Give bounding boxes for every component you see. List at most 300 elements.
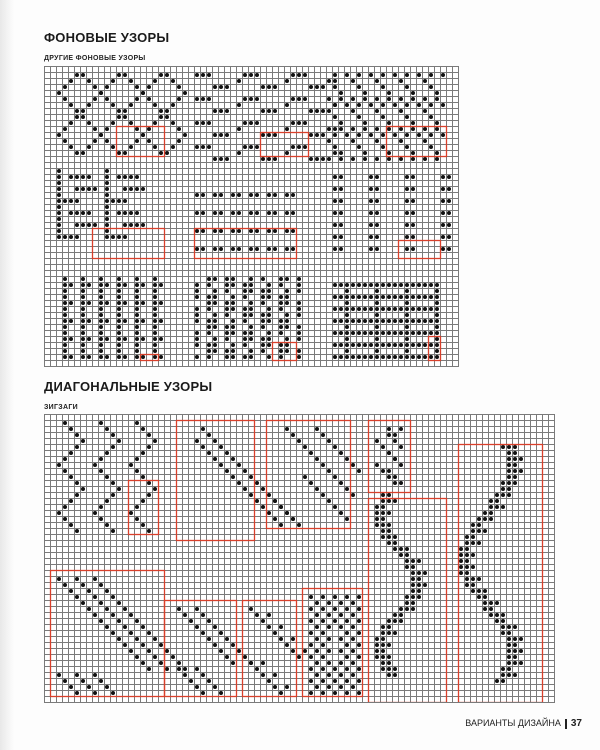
stitch-dot bbox=[153, 319, 157, 323]
stitch-dot bbox=[117, 349, 121, 353]
stitch-dot bbox=[387, 631, 391, 635]
stitch-dot bbox=[99, 301, 103, 305]
stitch-dot bbox=[327, 661, 331, 665]
stitch-dot bbox=[147, 493, 151, 497]
stitch-dot bbox=[249, 211, 253, 215]
stitch-dot bbox=[309, 157, 313, 161]
stitch-dot bbox=[99, 601, 103, 605]
stitch-dot bbox=[99, 421, 103, 425]
stitch-dot bbox=[99, 133, 103, 137]
stitch-dot bbox=[273, 211, 277, 215]
stitch-dot bbox=[477, 541, 481, 545]
stitch-dot bbox=[69, 235, 73, 239]
stitch-dot bbox=[441, 73, 445, 77]
stitch-dot bbox=[405, 307, 409, 311]
stitch-dot bbox=[411, 157, 415, 161]
stitch-dot bbox=[423, 583, 427, 587]
stitch-dot bbox=[57, 205, 61, 209]
stitch-dot bbox=[195, 319, 199, 323]
stitch-dot bbox=[105, 217, 109, 221]
stitch-dot bbox=[231, 661, 235, 665]
stitch-dot bbox=[57, 223, 61, 227]
stitch-dot bbox=[63, 469, 67, 473]
stitch-dot bbox=[105, 127, 109, 131]
stitch-dot bbox=[357, 85, 361, 89]
stitch-dot bbox=[87, 589, 91, 593]
stitch-dot bbox=[57, 217, 61, 221]
stitch-dot bbox=[405, 331, 409, 335]
stitch-dot bbox=[417, 331, 421, 335]
stitch-dot bbox=[147, 529, 151, 533]
stitch-dot bbox=[363, 121, 367, 125]
stitch-dot bbox=[471, 553, 475, 557]
stitch-dot bbox=[159, 115, 163, 119]
stitch-dot bbox=[405, 343, 409, 347]
stitch-dot bbox=[405, 337, 409, 341]
stitch-dot bbox=[381, 625, 385, 629]
stitch-dot bbox=[483, 589, 487, 593]
stitch-dot bbox=[357, 283, 361, 287]
stitch-dot bbox=[129, 121, 133, 125]
stitch-dot bbox=[405, 289, 409, 293]
stitch-dot bbox=[93, 511, 97, 515]
stitch-dot bbox=[207, 97, 211, 101]
stitch-dot bbox=[93, 463, 97, 467]
stitch-dot bbox=[219, 85, 223, 89]
stitch-dot bbox=[387, 673, 391, 677]
stitch-dot bbox=[225, 349, 229, 353]
stitch-dot bbox=[165, 109, 169, 113]
stitch-dot bbox=[315, 487, 319, 491]
stitch-dot bbox=[141, 643, 145, 647]
stitch-dot bbox=[345, 691, 349, 695]
stitch-dot bbox=[243, 145, 247, 149]
stitch-dot bbox=[267, 613, 271, 617]
stitch-dot bbox=[273, 193, 277, 197]
stitch-dot bbox=[393, 535, 397, 539]
stitch-dot bbox=[123, 235, 127, 239]
stitch-dot bbox=[303, 475, 307, 479]
stitch-dot bbox=[399, 295, 403, 299]
stitch-dot bbox=[201, 145, 205, 149]
stitch-dot bbox=[207, 301, 211, 305]
stitch-dot bbox=[225, 301, 229, 305]
stitch-dot bbox=[369, 223, 373, 227]
stitch-dot bbox=[339, 307, 343, 311]
stitch-dot bbox=[63, 139, 67, 143]
stitch-dot bbox=[405, 115, 409, 119]
repeat-highlight-box bbox=[177, 421, 255, 541]
stitch-dot bbox=[267, 211, 271, 215]
stitch-dot bbox=[297, 97, 301, 101]
stitch-dot bbox=[297, 301, 301, 305]
stitch-dot bbox=[135, 85, 139, 89]
stitch-dot bbox=[273, 109, 277, 113]
stitch-dot bbox=[261, 157, 265, 161]
stitch-dot bbox=[327, 637, 331, 641]
stitch-dot bbox=[117, 313, 121, 317]
stitch-dot bbox=[345, 283, 349, 287]
stitch-dot bbox=[321, 643, 325, 647]
stitch-dot bbox=[207, 433, 211, 437]
stitch-dot bbox=[231, 247, 235, 251]
stitch-dot bbox=[159, 283, 163, 287]
stitch-dot bbox=[177, 139, 181, 143]
stitch-dot bbox=[411, 601, 415, 605]
stitch-dot bbox=[57, 187, 61, 191]
stitch-dot bbox=[351, 295, 355, 299]
stitch-dot bbox=[195, 439, 199, 443]
stitch-dot bbox=[111, 493, 115, 497]
stitch-dot bbox=[321, 493, 325, 497]
stitch-dot bbox=[141, 355, 145, 359]
stitch-dot bbox=[405, 559, 409, 563]
stitch-dot bbox=[333, 319, 337, 323]
stitch-dot bbox=[141, 499, 145, 503]
stitch-dot bbox=[501, 619, 505, 623]
stitch-dot bbox=[507, 445, 511, 449]
stitch-dot bbox=[447, 199, 451, 203]
stitch-dot bbox=[207, 451, 211, 455]
stitch-dot bbox=[387, 619, 391, 623]
stitch-dot bbox=[321, 463, 325, 467]
stitch-dot bbox=[225, 307, 229, 311]
stitch-dot bbox=[153, 331, 157, 335]
stitch-dot bbox=[267, 247, 271, 251]
stitch-dot bbox=[63, 127, 67, 131]
stitch-dot bbox=[129, 463, 133, 467]
subtitle-zigzag: ЗИГЗАГИ bbox=[44, 404, 78, 411]
stitch-dot bbox=[405, 607, 409, 611]
stitch-dot bbox=[399, 331, 403, 335]
stitch-dot bbox=[489, 607, 493, 611]
stitch-dot bbox=[267, 157, 271, 161]
stitch-dot bbox=[429, 295, 433, 299]
stitch-dot bbox=[291, 649, 295, 653]
stitch-dot bbox=[201, 211, 205, 215]
stitch-dot bbox=[381, 535, 385, 539]
stitch-dot bbox=[483, 517, 487, 521]
stitch-dot bbox=[249, 475, 253, 479]
stitch-dot bbox=[195, 283, 199, 287]
stitch-dot bbox=[105, 301, 109, 305]
stitch-dot bbox=[327, 649, 331, 653]
stitch-dot bbox=[483, 529, 487, 533]
stitch-dot bbox=[345, 289, 349, 293]
stitch-dot bbox=[501, 631, 505, 635]
stitch-dot bbox=[99, 313, 103, 317]
stitch-dot bbox=[375, 301, 379, 305]
stitch-dot bbox=[399, 343, 403, 347]
stitch-dot bbox=[351, 649, 355, 653]
stitch-dot bbox=[93, 223, 97, 227]
stitch-dot bbox=[81, 151, 85, 155]
stitch-dot bbox=[153, 145, 157, 149]
stitch-dot bbox=[267, 319, 271, 323]
stitch-dot bbox=[513, 469, 517, 473]
stitch-dot bbox=[225, 109, 229, 113]
stitch-dot bbox=[369, 283, 373, 287]
stitch-dot bbox=[333, 175, 337, 179]
stitch-dot bbox=[411, 565, 415, 569]
stitch-dot bbox=[195, 295, 199, 299]
stitch-dot bbox=[357, 643, 361, 647]
stitch-dot bbox=[351, 625, 355, 629]
stitch-dot bbox=[123, 187, 127, 191]
stitch-dot bbox=[435, 151, 439, 155]
stitch-dot bbox=[393, 673, 397, 677]
stitch-dot bbox=[393, 355, 397, 359]
stitch-dot bbox=[105, 193, 109, 197]
stitch-dot bbox=[273, 499, 277, 503]
stitch-dot bbox=[135, 619, 139, 623]
stitch-dot bbox=[369, 307, 373, 311]
stitch-dot bbox=[117, 355, 121, 359]
stitch-dot bbox=[423, 79, 427, 83]
stitch-dot bbox=[429, 319, 433, 323]
stitch-dot bbox=[513, 625, 517, 629]
stitch-dot bbox=[291, 121, 295, 125]
stitch-dot bbox=[387, 511, 391, 515]
stitch-dot bbox=[429, 133, 433, 137]
stitch-dot bbox=[291, 517, 295, 521]
stitch-dot bbox=[375, 637, 379, 641]
stitch-dot bbox=[405, 85, 409, 89]
stitch-dot bbox=[177, 607, 181, 611]
stitch-dot bbox=[417, 319, 421, 323]
stitch-dot bbox=[363, 355, 367, 359]
stitch-dot bbox=[243, 289, 247, 293]
stitch-dot bbox=[147, 445, 151, 449]
stitch-dot bbox=[441, 133, 445, 137]
stitch-dot bbox=[123, 223, 127, 227]
stitch-dot bbox=[405, 223, 409, 227]
stitch-dot bbox=[117, 277, 121, 281]
stitch-dot bbox=[213, 685, 217, 689]
stitch-dot bbox=[285, 685, 289, 689]
stitch-dot bbox=[99, 337, 103, 341]
stitch-dot bbox=[333, 691, 337, 695]
stitch-dot bbox=[99, 295, 103, 299]
stitch-dot bbox=[87, 211, 91, 215]
stitch-dot bbox=[375, 439, 379, 443]
stitch-dot bbox=[81, 337, 85, 341]
stitch-dot bbox=[429, 307, 433, 311]
stitch-dot bbox=[363, 283, 367, 287]
stitch-dot bbox=[399, 97, 403, 101]
stitch-dot bbox=[441, 187, 445, 191]
stitch-dot bbox=[63, 331, 67, 335]
stitch-dot bbox=[195, 343, 199, 347]
stitch-dot bbox=[411, 97, 415, 101]
stitch-dot bbox=[249, 337, 253, 341]
stitch-dot bbox=[495, 499, 499, 503]
stitch-dot bbox=[249, 661, 253, 665]
stitch-dot bbox=[495, 679, 499, 683]
stitch-dot bbox=[237, 79, 241, 83]
stitch-dot bbox=[351, 355, 355, 359]
stitch-dot bbox=[267, 229, 271, 233]
stitch-dot bbox=[507, 625, 511, 629]
stitch-dot bbox=[135, 283, 139, 287]
stitch-dot bbox=[387, 151, 391, 155]
stitch-dot bbox=[153, 295, 157, 299]
stitch-dot bbox=[393, 475, 397, 479]
stitch-dot bbox=[369, 175, 373, 179]
stitch-dot bbox=[57, 193, 61, 197]
stitch-dot bbox=[213, 247, 217, 251]
stitch-dot bbox=[465, 553, 469, 557]
stitch-dot bbox=[273, 631, 277, 635]
stitch-dot bbox=[285, 247, 289, 251]
stitch-dot bbox=[261, 85, 265, 89]
stitch-dot bbox=[81, 301, 85, 305]
stitch-dot bbox=[495, 613, 499, 617]
stitch-dot bbox=[411, 91, 415, 95]
stitch-dot bbox=[279, 523, 283, 527]
stitch-dot bbox=[333, 331, 337, 335]
stitch-dot bbox=[249, 493, 253, 497]
stitch-dot bbox=[351, 139, 355, 143]
stitch-dot bbox=[117, 331, 121, 335]
stitch-dot bbox=[285, 301, 289, 305]
stitch-dot bbox=[129, 79, 133, 83]
stitch-dot bbox=[207, 325, 211, 329]
stitch-dot bbox=[69, 685, 73, 689]
stitch-dot bbox=[279, 301, 283, 305]
stitch-dot bbox=[75, 211, 79, 215]
stitch-dot bbox=[375, 97, 379, 101]
stitch-dot bbox=[81, 277, 85, 281]
stitch-dot bbox=[387, 667, 391, 671]
stitch-dot bbox=[465, 547, 469, 551]
stitch-dot bbox=[69, 211, 73, 215]
stitch-dot bbox=[249, 313, 253, 317]
stitch-dot bbox=[429, 145, 433, 149]
stitch-dot bbox=[237, 463, 241, 467]
stitch-dot bbox=[405, 553, 409, 557]
stitch-dot bbox=[411, 187, 415, 191]
stitch-dot bbox=[369, 343, 373, 347]
stitch-dot bbox=[141, 91, 145, 95]
stitch-dot bbox=[399, 427, 403, 431]
stitch-dot bbox=[261, 301, 265, 305]
stitch-dot bbox=[81, 313, 85, 317]
stitch-dot bbox=[255, 121, 259, 125]
stitch-dot bbox=[273, 247, 277, 251]
stitch-dot bbox=[411, 589, 415, 593]
stitch-dot bbox=[285, 79, 289, 83]
stitch-dot bbox=[93, 85, 97, 89]
stitch-dot bbox=[87, 607, 91, 611]
stitch-dot bbox=[99, 349, 103, 353]
stitch-dot bbox=[135, 517, 139, 521]
stitch-dot bbox=[411, 319, 415, 323]
stitch-dot bbox=[345, 313, 349, 317]
stitch-dot bbox=[501, 667, 505, 671]
repeat-highlight-box bbox=[195, 229, 297, 259]
stitch-dot bbox=[99, 307, 103, 311]
stitch-dot bbox=[153, 283, 157, 287]
stitch-dot bbox=[285, 193, 289, 197]
stitch-dot bbox=[333, 79, 337, 83]
stitch-dot bbox=[321, 655, 325, 659]
stitch-dot bbox=[267, 307, 271, 311]
stitch-dot bbox=[357, 133, 361, 137]
stitch-dot bbox=[153, 79, 157, 83]
stitch-dot bbox=[63, 349, 67, 353]
stitch-dot bbox=[255, 73, 259, 77]
stitch-dot bbox=[375, 337, 379, 341]
stitch-dot bbox=[357, 73, 361, 77]
stitch-dot bbox=[435, 343, 439, 347]
stitch-dot bbox=[75, 493, 79, 497]
stitch-dot bbox=[291, 211, 295, 215]
stitch-dot bbox=[333, 355, 337, 359]
stitch-dot bbox=[501, 487, 505, 491]
stitch-dot bbox=[141, 223, 145, 227]
stitch-dot bbox=[117, 109, 121, 113]
stitch-dot bbox=[381, 511, 385, 515]
stitch-dot bbox=[273, 229, 277, 233]
stitch-dot bbox=[153, 277, 157, 281]
stitch-dot bbox=[507, 661, 511, 665]
stitch-dot bbox=[393, 73, 397, 77]
stitch-dot bbox=[393, 547, 397, 551]
stitch-dot bbox=[105, 355, 109, 359]
stitch-dot bbox=[369, 103, 373, 107]
stitch-dot bbox=[411, 121, 415, 125]
stitch-dot bbox=[225, 655, 229, 659]
stitch-dot bbox=[57, 181, 61, 185]
stitch-dot bbox=[117, 319, 121, 323]
stitch-dot bbox=[195, 685, 199, 689]
stitch-dot bbox=[243, 319, 247, 323]
stitch-dot bbox=[279, 325, 283, 329]
stitch-dot bbox=[81, 331, 85, 335]
stitch-dot bbox=[489, 505, 493, 509]
stitch-dot bbox=[261, 349, 265, 353]
stitch-dot bbox=[279, 283, 283, 287]
stitch-dot bbox=[333, 145, 337, 149]
stitch-dot bbox=[243, 487, 247, 491]
stitch-dot bbox=[279, 343, 283, 347]
stitch-dot bbox=[255, 481, 259, 485]
stitch-dot bbox=[339, 343, 343, 347]
stitch-dot bbox=[345, 631, 349, 635]
stitch-dot bbox=[315, 601, 319, 605]
stitch-dot bbox=[333, 295, 337, 299]
stitch-dot bbox=[117, 619, 121, 623]
stitch-dot bbox=[291, 145, 295, 149]
stitch-dot bbox=[249, 97, 253, 101]
stitch-dot bbox=[411, 595, 415, 599]
stitch-dot bbox=[195, 73, 199, 77]
stitch-dot bbox=[117, 601, 121, 605]
stitch-dot bbox=[117, 115, 121, 119]
stitch-dot bbox=[69, 337, 73, 341]
stitch-dot bbox=[81, 211, 85, 215]
stitch-dot bbox=[231, 331, 235, 335]
stitch-dot bbox=[435, 127, 439, 131]
stitch-dot bbox=[483, 601, 487, 605]
stitch-dot bbox=[147, 667, 151, 671]
stitch-dot bbox=[135, 295, 139, 299]
stitch-dot bbox=[291, 637, 295, 641]
stitch-dot bbox=[99, 469, 103, 473]
stitch-dot bbox=[357, 103, 361, 107]
stitch-dot bbox=[309, 607, 313, 611]
